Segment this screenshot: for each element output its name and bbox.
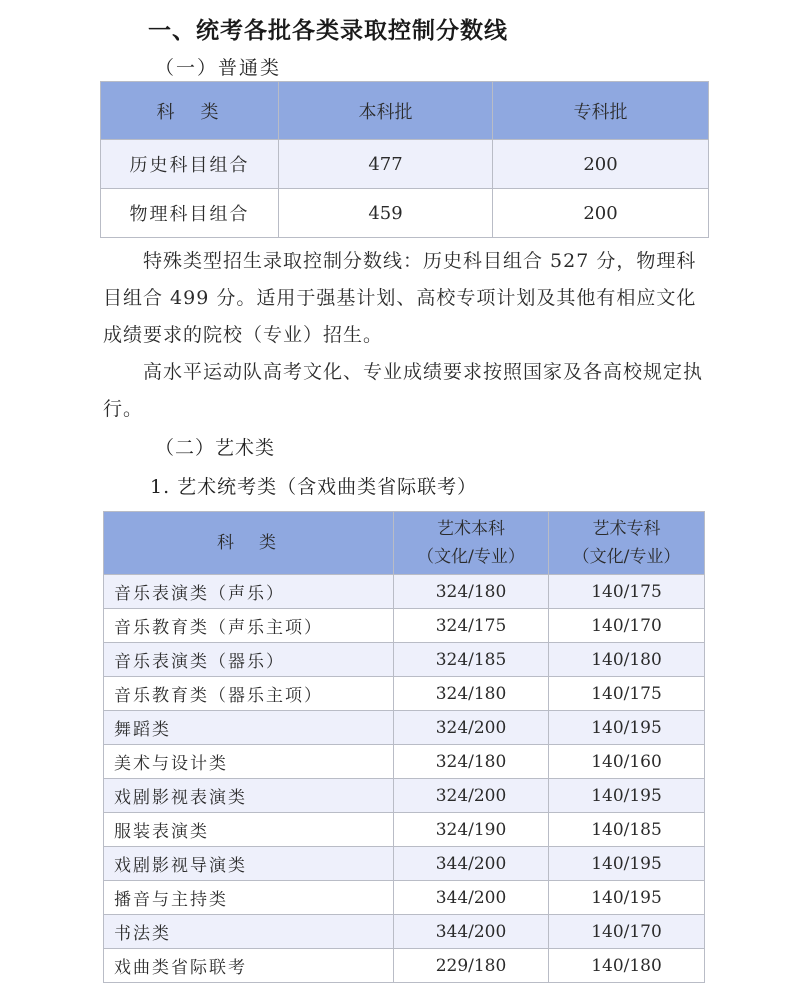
cell-category: 音乐教育类（声乐主项） <box>104 609 394 643</box>
header-art-junior-college <box>549 512 705 575</box>
section-title-general: （一）普通类 <box>155 57 282 79</box>
cell-art-junior-college: 140/180 <box>549 949 705 983</box>
cell-category: 物理科目组合 <box>101 189 279 238</box>
cell-art-junior-college: 140/195 <box>549 711 705 745</box>
cell-category: 音乐表演类（声乐） <box>104 575 394 609</box>
cell-art-undergraduate: 324/190 <box>394 813 549 847</box>
header-line2: （文化/专业） <box>572 547 681 567</box>
cell-category: 舞蹈类 <box>104 711 394 745</box>
cell-category: 音乐表演类（器乐） <box>104 643 394 677</box>
cell-category: 戏曲类省际联考 <box>104 949 394 983</box>
cell-category: 音乐教育类（器乐主项） <box>104 677 394 711</box>
table-row <box>104 677 705 711</box>
header-line2: （文化/专业） <box>417 547 525 567</box>
cell-art-junior-college: 140/185 <box>549 813 705 847</box>
cell-art-junior-college: 140/170 <box>549 609 705 643</box>
cell-art-junior-college: 140/160 <box>549 745 705 779</box>
cell-junior-college: 200 <box>493 140 709 189</box>
page-heading: 一、统考各批各类录取控制分数线 <box>148 18 508 44</box>
cell-art-undergraduate: 324/200 <box>394 779 549 813</box>
cell-art-undergraduate: 324/180 <box>394 745 549 779</box>
cell-art-undergraduate: 344/200 <box>394 847 549 881</box>
cell-art-junior-college: 140/195 <box>549 847 705 881</box>
cell-art-undergraduate: 324/185 <box>394 643 549 677</box>
cell-junior-college: 200 <box>493 189 709 238</box>
table-row <box>104 915 705 949</box>
cell-category: 美术与设计类 <box>104 745 394 779</box>
cell-art-undergraduate: 324/180 <box>394 677 549 711</box>
cell-category: 历史科目组合 <box>101 140 279 189</box>
table-header-row <box>101 82 709 140</box>
header-category <box>104 512 394 575</box>
cell-category: 播音与主持类 <box>104 881 394 915</box>
sports-team-paragraph: 高水平运动队高考文化、专业成绩要求按照国家及各高校规定执行。 <box>103 361 704 420</box>
table-header-row <box>104 512 705 575</box>
header-line1: 艺术本科 <box>437 519 505 539</box>
section-title-art: （二）艺术类 <box>155 437 276 459</box>
cell-art-undergraduate: 344/200 <box>394 915 549 949</box>
art-score-table <box>103 511 705 983</box>
header-undergraduate: 本科批 <box>279 82 493 140</box>
cell-art-undergraduate: 324/175 <box>394 609 549 643</box>
header-junior-college: 专科批 <box>493 82 709 140</box>
general-score-table <box>100 81 709 238</box>
table-row <box>101 189 709 238</box>
header-category: 科 类 <box>101 82 279 140</box>
cell-art-junior-college: 140/170 <box>549 915 705 949</box>
table-row <box>104 575 705 609</box>
cell-art-junior-college: 140/175 <box>549 575 705 609</box>
table-row <box>104 745 705 779</box>
cell-category: 服装表演类 <box>104 813 394 847</box>
table-row <box>104 847 705 881</box>
cell-art-undergraduate: 229/180 <box>394 949 549 983</box>
table-row <box>104 881 705 915</box>
cell-art-junior-college: 140/195 <box>549 881 705 915</box>
header-line1: 艺术专科 <box>592 519 661 539</box>
subsection-title-art-unified: 1. 艺术统考类（含戏曲类省际联考） <box>150 476 478 498</box>
table-row <box>104 949 705 983</box>
cell-art-junior-college: 140/180 <box>549 643 705 677</box>
header-category-label: 科 类 <box>217 533 280 553</box>
table-row <box>104 711 705 745</box>
header-art-undergraduate <box>394 512 549 575</box>
cell-art-junior-college: 140/195 <box>549 779 705 813</box>
special-admission-paragraph: 特殊类型招生录取控制分数线：历史科目组合 527 分，物理科目组合 499 分。适用于强基计划、高校专项计划及其他有相应文化成绩要求的院校（专业）招生。 <box>103 250 697 346</box>
table-row <box>104 609 705 643</box>
cell-category: 戏剧影视导演类 <box>104 847 394 881</box>
table-row <box>104 643 705 677</box>
cell-category: 戏剧影视表演类 <box>104 779 394 813</box>
cell-art-undergraduate: 324/200 <box>394 711 549 745</box>
cell-undergraduate: 477 <box>279 140 493 189</box>
cell-art-undergraduate: 324/180 <box>394 575 549 609</box>
cell-undergraduate: 459 <box>279 189 493 238</box>
cell-category: 书法类 <box>104 915 394 949</box>
cell-art-undergraduate: 344/200 <box>394 881 549 915</box>
table-row <box>101 140 709 189</box>
cell-art-junior-college: 140/175 <box>549 677 705 711</box>
table-row <box>104 779 705 813</box>
table-row <box>104 813 705 847</box>
